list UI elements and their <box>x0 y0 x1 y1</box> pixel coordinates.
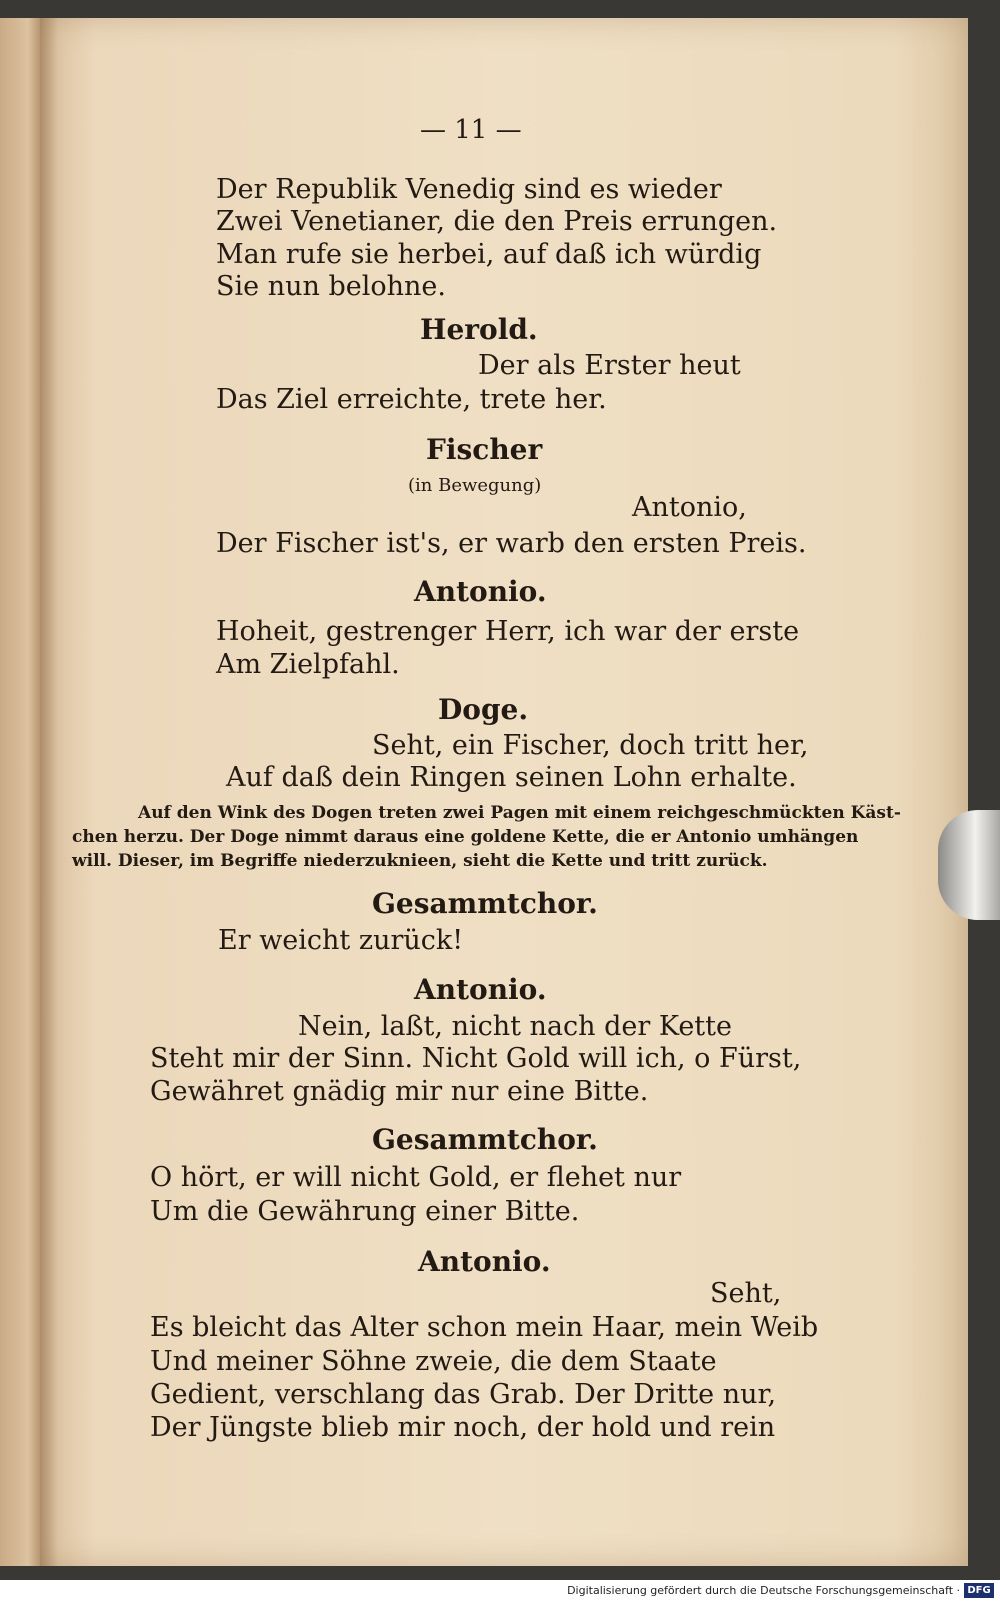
verse-line: Gewähret gnädig mir nur eine Bitte. <box>150 1076 649 1107</box>
page-gutter-shadow <box>40 18 58 1566</box>
verse-line: Hoheit, gestrenger Herr, ich war der erste <box>216 616 800 647</box>
speaker-heading: Fischer <box>426 433 543 466</box>
verse-line: Antonio, <box>632 492 747 523</box>
verse-line: Sie nun belohne. <box>216 271 446 302</box>
verse-line: Auf daß dein Ringen seinen Lohn erhalte. <box>226 762 797 793</box>
verse-line: Er weicht zurück! <box>218 925 464 956</box>
verse-line: Der Fischer ist's, er warb den ersten Preis. <box>216 528 807 559</box>
verse-line: Der als Erster heut <box>478 350 741 381</box>
stage-direction: chen herzu. Der Doge nimmt daraus eine goldene Kette, die er Antonio umhängen <box>72 827 859 847</box>
verse-line: Seht, ein Fischer, doch tritt her, <box>372 730 809 761</box>
verse-line: Am Zielpfahl. <box>216 649 400 680</box>
dfg-logo: DFG <box>964 1583 994 1598</box>
verse-line: Man rufe sie herbei, auf daß ich würdig <box>216 239 762 270</box>
verse-line: Der Republik Venedig sind es wieder <box>216 174 722 205</box>
verse-line: Zwei Venetianer, die den Preis errungen. <box>216 206 778 237</box>
speaker-heading: Antonio. <box>418 1245 551 1278</box>
verse-line: O hört, er will nicht Gold, er flehet nur <box>150 1162 682 1193</box>
stage-direction: Auf den Wink des Dogen treten zwei Pagen mit einem reichgeschmückten Käst- <box>138 803 901 823</box>
verse-line: Gedient, verschlang das Grab. Der Dritte nur, <box>150 1379 777 1410</box>
page-number: — 11 — <box>420 115 522 145</box>
verse-line: Um die Gewährung einer Bitte. <box>150 1196 580 1227</box>
verse-line: Das Ziel erreichte, trete her. <box>216 384 607 415</box>
verse-line: Der Jüngste blieb mir noch, der hold und rein <box>150 1412 776 1443</box>
footer-credit: Digitalisierung gefördert durch die Deutsche Forschungsgemeinschaft · <box>567 1584 960 1597</box>
verse-line: Seht, <box>710 1278 782 1309</box>
speaker-heading: Antonio. <box>414 973 547 1006</box>
footer-bar <box>0 1580 1000 1602</box>
verse-line: Es bleicht das Alter schon mein Haar, mein Weib <box>150 1312 819 1343</box>
verse-line: Nein, laßt, nicht nach der Kette <box>298 1011 732 1042</box>
metal-clip <box>938 810 1000 920</box>
speaker-heading: Doge. <box>438 693 529 726</box>
facing-page-edge <box>0 18 40 1566</box>
verse-line: Und meiner Söhne zweie, die dem Staate <box>150 1346 717 1377</box>
speaker-heading: Antonio. <box>414 575 547 608</box>
speaker-heading: Herold. <box>420 313 538 346</box>
speaker-heading: Gesammtchor. <box>372 1123 598 1156</box>
verse-line: Steht mir der Sinn. Nicht Gold will ich, o Fürst, <box>150 1043 802 1074</box>
speaker-heading: Gesammtchor. <box>372 887 598 920</box>
stage-direction: (in Bewegung) <box>408 475 542 496</box>
stage-direction: will. Dieser, im Begriffe niederzuknieen, sieht die Kette und tritt zurück. <box>72 851 768 871</box>
